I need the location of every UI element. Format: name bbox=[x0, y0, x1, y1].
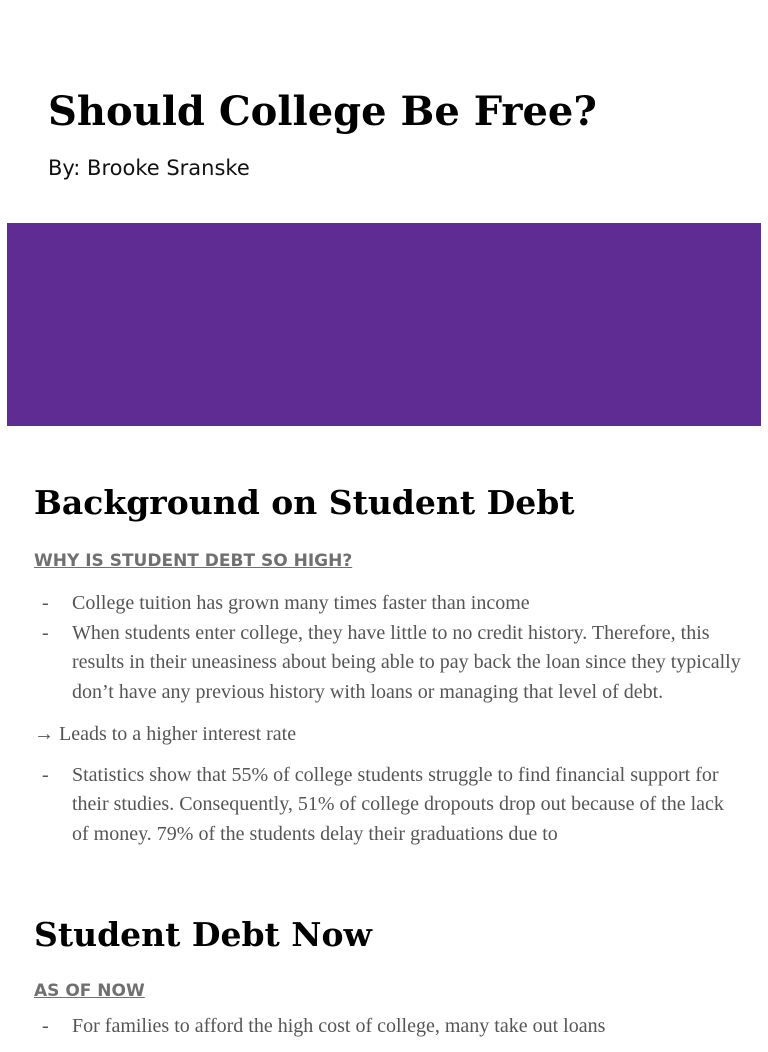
bullet-marker: - bbox=[42, 763, 49, 786]
section1-body bbox=[34, 589, 744, 865]
bullet-list-top bbox=[34, 589, 744, 707]
list-item bbox=[34, 1012, 744, 1042]
section-heading-debt-now: Student Debt Now bbox=[34, 915, 372, 954]
page-title: Should College Be Free? bbox=[48, 88, 597, 135]
section2-body bbox=[34, 1012, 744, 1052]
bullet-list-now bbox=[34, 1012, 744, 1042]
bullet-marker: - bbox=[42, 592, 49, 614]
bullet-marker: - bbox=[42, 1015, 49, 1037]
list-item bbox=[34, 589, 744, 619]
bullet-list-bottom bbox=[34, 761, 744, 850]
subheading-why-debt-high[interactable]: WHY IS STUDENT DEBT SO HIGH? bbox=[34, 551, 353, 571]
list-item-text: For families to afford the high cost of college, many take out loans bbox=[72, 1015, 606, 1037]
subheading-as-of-now[interactable]: AS OF NOW bbox=[34, 981, 145, 1001]
section-heading-background: Background on Student Debt bbox=[34, 483, 575, 522]
bullet-marker: - bbox=[42, 621, 49, 644]
list-item-text: College tuition has grown many times faster than income bbox=[72, 592, 530, 614]
arrow-note: → Leads to a higher interest rate bbox=[34, 723, 297, 745]
banner-image bbox=[7, 223, 761, 426]
author-byline: By: Brooke Sranske bbox=[48, 156, 250, 180]
list-item bbox=[34, 761, 744, 850]
list-item-text: When students enter college, they have little to no credit history. Therefore, this results in their uneasiness about being able to pay back the loan since they typically don’t have any previous history with loans or managing that level of debt. bbox=[72, 621, 741, 703]
list-item bbox=[34, 619, 744, 708]
list-item-text: Statistics show that 55% of college students struggle to find financial support for their studies. Consequently, 51% of college dropouts drop out because of the lack of money. 79% of the students delay their graduations due to bbox=[72, 763, 724, 845]
